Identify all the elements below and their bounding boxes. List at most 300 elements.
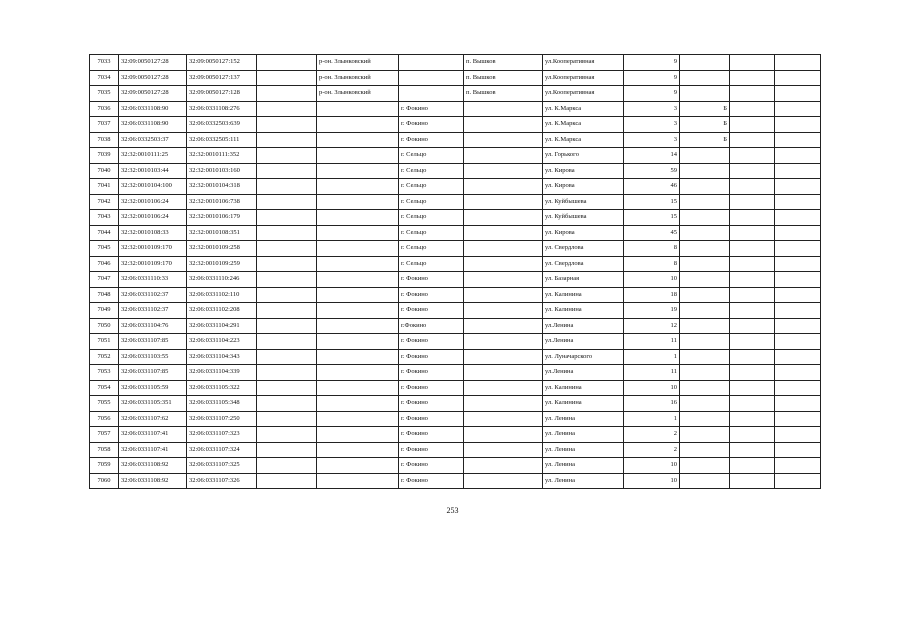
cell-source-cadastral-number: 32:06:0331104:76 (119, 318, 187, 334)
cell-settlement (464, 411, 543, 427)
cell-cadastral-number: 32:06:0331102:208 (187, 303, 257, 319)
table-row (90, 427, 821, 443)
cell-source-cadastral-number: 32:06:0332503:37 (119, 132, 187, 148)
cell-record-number: 7053 (90, 365, 119, 381)
cell-settlement (464, 117, 543, 133)
cell-district (317, 272, 399, 288)
cell-city: г. Сельцо (399, 148, 464, 164)
cell-record-number: 7058 (90, 442, 119, 458)
cell-extra-col-1 (730, 349, 775, 365)
cell-street: ул. Ленина (543, 411, 624, 427)
cell-settlement (464, 334, 543, 350)
cell-house-number: 10 (624, 458, 680, 474)
cell-extra-col-2 (775, 380, 821, 396)
register-table (89, 54, 821, 489)
cell-city: г. Фокино (399, 132, 464, 148)
cell-record-number: 7044 (90, 225, 119, 241)
cell-district (317, 225, 399, 241)
cell-building-letter: Б (680, 132, 730, 148)
cell-settlement (464, 458, 543, 474)
cell-blank-col (257, 442, 317, 458)
cell-district (317, 411, 399, 427)
cell-district (317, 148, 399, 164)
cell-source-cadastral-number: 32:06:0331107:41 (119, 442, 187, 458)
cell-extra-col-1 (730, 70, 775, 86)
cell-building-letter (680, 225, 730, 241)
cell-blank-col (257, 241, 317, 257)
cell-city: г. Фокино (399, 349, 464, 365)
cell-building-letter (680, 458, 730, 474)
cell-city: г. Фокино (399, 303, 464, 319)
cell-house-number: 2 (624, 427, 680, 443)
cell-building-letter (680, 318, 730, 334)
cell-city (399, 86, 464, 102)
cell-extra-col-1 (730, 225, 775, 241)
cell-settlement (464, 272, 543, 288)
cell-district (317, 380, 399, 396)
table-row (90, 241, 821, 257)
cell-district (317, 194, 399, 210)
cell-building-letter (680, 380, 730, 396)
cell-building-letter (680, 334, 730, 350)
cell-extra-col-2 (775, 318, 821, 334)
cell-settlement (464, 194, 543, 210)
cell-building-letter (680, 349, 730, 365)
table-row (90, 303, 821, 319)
table-row (90, 473, 821, 489)
cell-district (317, 132, 399, 148)
cell-record-number: 7033 (90, 55, 119, 71)
cell-extra-col-1 (730, 256, 775, 272)
cell-extra-col-2 (775, 303, 821, 319)
table-row (90, 225, 821, 241)
cell-source-cadastral-number: 32:06:0331102:37 (119, 303, 187, 319)
cell-city: г. Фокино (399, 365, 464, 381)
cell-extra-col-2 (775, 179, 821, 195)
cell-district (317, 303, 399, 319)
cell-city: г. Фокино (399, 427, 464, 443)
cell-extra-col-2 (775, 55, 821, 71)
cell-house-number: 15 (624, 194, 680, 210)
cell-source-cadastral-number: 32:09:0050127:28 (119, 86, 187, 102)
cell-blank-col (257, 380, 317, 396)
cell-house-number: 8 (624, 241, 680, 257)
cell-building-letter (680, 148, 730, 164)
cell-extra-col-2 (775, 148, 821, 164)
cell-building-letter (680, 163, 730, 179)
cell-extra-col-2 (775, 117, 821, 133)
cell-blank-col (257, 55, 317, 71)
cell-extra-col-2 (775, 194, 821, 210)
cell-blank-col (257, 132, 317, 148)
cell-building-letter: Б (680, 117, 730, 133)
cell-source-cadastral-number: 32:32:0010111:25 (119, 148, 187, 164)
cell-extra-col-2 (775, 163, 821, 179)
cell-district (317, 334, 399, 350)
cell-extra-col-2 (775, 256, 821, 272)
cell-source-cadastral-number: 32:06:0331107:41 (119, 427, 187, 443)
cell-blank-col (257, 194, 317, 210)
cell-house-number: 1 (624, 411, 680, 427)
cell-building-letter (680, 86, 730, 102)
cell-street: ул. Ленина (543, 458, 624, 474)
cell-cadastral-number: 32:06:0331105:322 (187, 380, 257, 396)
cell-extra-col-2 (775, 272, 821, 288)
cell-city: г. Фокино (399, 473, 464, 489)
cell-street: ул. Горького (543, 148, 624, 164)
cell-settlement (464, 163, 543, 179)
cell-settlement (464, 256, 543, 272)
cell-cadastral-number: 32:32:0010111:352 (187, 148, 257, 164)
cell-record-number: 7060 (90, 473, 119, 489)
cell-district (317, 179, 399, 195)
cell-cadastral-number: 32:06:0332505:111 (187, 132, 257, 148)
cell-house-number: 59 (624, 163, 680, 179)
cell-cadastral-number: 32:32:0010103:160 (187, 163, 257, 179)
cell-cadastral-number: 32:32:0010106:738 (187, 194, 257, 210)
cell-street: ул. К.Маркса (543, 132, 624, 148)
cell-district (317, 442, 399, 458)
cell-settlement (464, 427, 543, 443)
cell-blank-col (257, 318, 317, 334)
table-row (90, 349, 821, 365)
cell-extra-col-2 (775, 334, 821, 350)
table-row (90, 365, 821, 381)
cell-extra-col-1 (730, 334, 775, 350)
cell-record-number: 7043 (90, 210, 119, 226)
cell-blank-col (257, 349, 317, 365)
cell-district (317, 427, 399, 443)
cell-house-number: 46 (624, 179, 680, 195)
cell-extra-col-2 (775, 396, 821, 412)
cell-cadastral-number: 32:09:0050127:152 (187, 55, 257, 71)
cell-house-number: 3 (624, 101, 680, 117)
table-row (90, 210, 821, 226)
cell-source-cadastral-number: 32:09:0050127:28 (119, 55, 187, 71)
cell-city: г. Сельцо (399, 256, 464, 272)
cell-settlement (464, 442, 543, 458)
cell-city (399, 70, 464, 86)
cell-house-number: 15 (624, 210, 680, 226)
cell-blank-col (257, 179, 317, 195)
cell-blank-col (257, 86, 317, 102)
cell-cadastral-number: 32:32:0010109:258 (187, 241, 257, 257)
cell-extra-col-2 (775, 70, 821, 86)
page-number: 253 (446, 506, 459, 515)
cell-cadastral-number: 32:06:0331107:324 (187, 442, 257, 458)
cell-extra-col-2 (775, 287, 821, 303)
cell-blank-col (257, 256, 317, 272)
cell-blank-col (257, 365, 317, 381)
cell-cadastral-number: 32:09:0050127:137 (187, 70, 257, 86)
table-row (90, 163, 821, 179)
cell-record-number: 7057 (90, 427, 119, 443)
cell-settlement (464, 396, 543, 412)
cell-district: р-он. Злынковский (317, 70, 399, 86)
table-row (90, 86, 821, 102)
cell-settlement (464, 303, 543, 319)
cell-house-number: 9 (624, 70, 680, 86)
cell-record-number: 7054 (90, 380, 119, 396)
cell-city: г. Фокино (399, 117, 464, 133)
cell-house-number: 2 (624, 442, 680, 458)
cell-extra-col-2 (775, 473, 821, 489)
cell-street: ул. Ленина (543, 427, 624, 443)
cell-district (317, 256, 399, 272)
cell-extra-col-2 (775, 132, 821, 148)
cell-cadastral-number: 32:06:0331104:343 (187, 349, 257, 365)
cell-street: ул.Кооперативная (543, 55, 624, 71)
cell-settlement (464, 349, 543, 365)
cell-cadastral-number: 32:06:0331107:323 (187, 427, 257, 443)
cell-district (317, 349, 399, 365)
cell-blank-col (257, 210, 317, 226)
cell-street: ул.Кооперативная (543, 86, 624, 102)
register-rows (90, 55, 821, 489)
cell-building-letter (680, 210, 730, 226)
cell-city (399, 55, 464, 71)
cell-extra-col-1 (730, 117, 775, 133)
cell-source-cadastral-number: 32:32:0010106:24 (119, 194, 187, 210)
table-row (90, 194, 821, 210)
table-row (90, 380, 821, 396)
cell-source-cadastral-number: 32:09:0050127:28 (119, 70, 187, 86)
cell-source-cadastral-number: 32:06:0331105:59 (119, 380, 187, 396)
cell-source-cadastral-number: 32:06:0331107:62 (119, 411, 187, 427)
cell-settlement (464, 241, 543, 257)
cell-cadastral-number: 32:32:0010104:318 (187, 179, 257, 195)
cell-source-cadastral-number: 32:06:0331102:37 (119, 287, 187, 303)
cell-house-number: 16 (624, 396, 680, 412)
cell-building-letter (680, 241, 730, 257)
cell-extra-col-1 (730, 101, 775, 117)
cell-house-number: 10 (624, 473, 680, 489)
table-row (90, 70, 821, 86)
cell-district (317, 458, 399, 474)
cell-source-cadastral-number: 32:32:0010109:170 (119, 256, 187, 272)
cell-cadastral-number: 32:06:0331107:250 (187, 411, 257, 427)
cell-extra-col-2 (775, 225, 821, 241)
cell-record-number: 7052 (90, 349, 119, 365)
cell-extra-col-2 (775, 365, 821, 381)
cell-source-cadastral-number: 32:32:0010109:170 (119, 241, 187, 257)
cell-extra-col-1 (730, 210, 775, 226)
cell-blank-col (257, 473, 317, 489)
table-row (90, 256, 821, 272)
cell-cadastral-number: 32:06:0331104:339 (187, 365, 257, 381)
cell-cadastral-number: 32:06:0331107:326 (187, 473, 257, 489)
cell-blank-col (257, 303, 317, 319)
cell-settlement (464, 210, 543, 226)
cell-source-cadastral-number: 32:32:0010108:33 (119, 225, 187, 241)
cell-blank-col (257, 163, 317, 179)
cell-record-number: 7048 (90, 287, 119, 303)
cell-extra-col-1 (730, 287, 775, 303)
cell-source-cadastral-number: 32:06:0331108:90 (119, 101, 187, 117)
cell-house-number: 3 (624, 132, 680, 148)
cell-record-number: 7059 (90, 458, 119, 474)
cell-building-letter (680, 473, 730, 489)
table-row (90, 318, 821, 334)
cell-district (317, 241, 399, 257)
cell-record-number: 7040 (90, 163, 119, 179)
cell-settlement: п. Вышков (464, 70, 543, 86)
cell-source-cadastral-number: 32:06:0331107:85 (119, 365, 187, 381)
cell-street: ул. Калинина (543, 303, 624, 319)
cell-source-cadastral-number: 32:06:0331108:90 (119, 117, 187, 133)
cell-record-number: 7034 (90, 70, 119, 86)
cell-street: ул.Кооперативная (543, 70, 624, 86)
cell-settlement (464, 179, 543, 195)
cell-blank-col (257, 70, 317, 86)
cell-extra-col-1 (730, 272, 775, 288)
cell-city: г. Фокино (399, 334, 464, 350)
cell-extra-col-1 (730, 473, 775, 489)
cell-source-cadastral-number: 32:06:0331110:33 (119, 272, 187, 288)
cell-source-cadastral-number: 32:06:0331103:55 (119, 349, 187, 365)
cell-district (317, 101, 399, 117)
cell-street: ул. Базарная (543, 272, 624, 288)
cell-extra-col-2 (775, 241, 821, 257)
cell-cadastral-number: 32:06:0331108:276 (187, 101, 257, 117)
cell-record-number: 7041 (90, 179, 119, 195)
cell-source-cadastral-number: 32:06:0331108:92 (119, 473, 187, 489)
cell-record-number: 7036 (90, 101, 119, 117)
table-row (90, 272, 821, 288)
cell-house-number: 9 (624, 55, 680, 71)
cell-extra-col-1 (730, 380, 775, 396)
cell-building-letter (680, 179, 730, 195)
cell-building-letter (680, 55, 730, 71)
cell-cadastral-number: 32:06:0332503:639 (187, 117, 257, 133)
cell-street: ул. Калинина (543, 380, 624, 396)
cell-city: г. Фокино (399, 287, 464, 303)
cell-building-letter (680, 427, 730, 443)
cell-district (317, 396, 399, 412)
cell-house-number: 1 (624, 349, 680, 365)
cell-district (317, 473, 399, 489)
cell-district: р-он. Злынковский (317, 55, 399, 71)
cell-street: ул. Ленина (543, 473, 624, 489)
cell-building-letter (680, 194, 730, 210)
cell-house-number: 11 (624, 334, 680, 350)
cell-building-letter (680, 70, 730, 86)
cell-blank-col (257, 117, 317, 133)
cell-blank-col (257, 334, 317, 350)
cell-extra-col-2 (775, 210, 821, 226)
cell-extra-col-1 (730, 179, 775, 195)
cell-extra-col-1 (730, 55, 775, 71)
cell-cadastral-number: 32:32:0010106:179 (187, 210, 257, 226)
cell-extra-col-2 (775, 86, 821, 102)
cell-street: ул. Калинина (543, 287, 624, 303)
cell-house-number: 19 (624, 303, 680, 319)
table-row (90, 179, 821, 195)
cell-cadastral-number: 32:32:0010108:351 (187, 225, 257, 241)
cell-house-number: 45 (624, 225, 680, 241)
table-row (90, 411, 821, 427)
cell-district (317, 318, 399, 334)
table-row (90, 117, 821, 133)
cell-blank-col (257, 287, 317, 303)
cell-record-number: 7042 (90, 194, 119, 210)
cell-district (317, 163, 399, 179)
cell-extra-col-1 (730, 318, 775, 334)
cell-street: ул.Ленина (543, 334, 624, 350)
cell-building-letter (680, 256, 730, 272)
cell-street: ул. Кирова (543, 225, 624, 241)
cell-record-number: 7051 (90, 334, 119, 350)
cell-cadastral-number: 32:06:0331102:110 (187, 287, 257, 303)
cell-blank-col (257, 396, 317, 412)
cell-extra-col-1 (730, 194, 775, 210)
cell-extra-col-1 (730, 411, 775, 427)
cell-record-number: 7039 (90, 148, 119, 164)
cell-blank-col (257, 272, 317, 288)
cell-extra-col-1 (730, 442, 775, 458)
table-row (90, 458, 821, 474)
table-row (90, 442, 821, 458)
cell-building-letter (680, 287, 730, 303)
cell-settlement: п. Вышков (464, 55, 543, 71)
cell-street: ул.Ленина (543, 365, 624, 381)
cell-record-number: 7038 (90, 132, 119, 148)
cell-blank-col (257, 427, 317, 443)
cell-extra-col-2 (775, 458, 821, 474)
cell-house-number: 12 (624, 318, 680, 334)
cell-extra-col-1 (730, 396, 775, 412)
cell-extra-col-2 (775, 442, 821, 458)
cell-house-number: 11 (624, 365, 680, 381)
cell-cadastral-number: 32:09:0050127:128 (187, 86, 257, 102)
cell-building-letter (680, 442, 730, 458)
cell-city: г. Фокино (399, 411, 464, 427)
cell-cadastral-number: 32:06:0331105:348 (187, 396, 257, 412)
cell-city: г. Фокино (399, 458, 464, 474)
cell-street: ул. К.Маркса (543, 117, 624, 133)
cell-settlement (464, 473, 543, 489)
cell-city: г.Фокино (399, 318, 464, 334)
cell-street: ул. Ленина (543, 442, 624, 458)
cell-source-cadastral-number: 32:32:0010104:100 (119, 179, 187, 195)
cell-house-number: 8 (624, 256, 680, 272)
cell-building-letter: Б (680, 101, 730, 117)
cell-extra-col-1 (730, 132, 775, 148)
cell-house-number: 10 (624, 272, 680, 288)
cell-settlement (464, 148, 543, 164)
cell-street: ул. Калинина (543, 396, 624, 412)
cell-blank-col (257, 458, 317, 474)
cell-extra-col-1 (730, 458, 775, 474)
cell-source-cadastral-number: 32:06:0331105:351 (119, 396, 187, 412)
cell-city: г. Фокино (399, 380, 464, 396)
cell-source-cadastral-number: 32:32:0010106:24 (119, 210, 187, 226)
cell-city: г. Сельцо (399, 194, 464, 210)
cell-building-letter (680, 303, 730, 319)
table-row (90, 148, 821, 164)
cell-extra-col-2 (775, 101, 821, 117)
cell-cadastral-number: 32:06:0331110:246 (187, 272, 257, 288)
cell-city: г. Фокино (399, 272, 464, 288)
cell-extra-col-1 (730, 427, 775, 443)
table-row (90, 132, 821, 148)
cell-settlement (464, 380, 543, 396)
cell-house-number: 9 (624, 86, 680, 102)
cell-settlement (464, 132, 543, 148)
cell-street: ул. Свердлова (543, 241, 624, 257)
cell-building-letter (680, 411, 730, 427)
cell-settlement (464, 318, 543, 334)
